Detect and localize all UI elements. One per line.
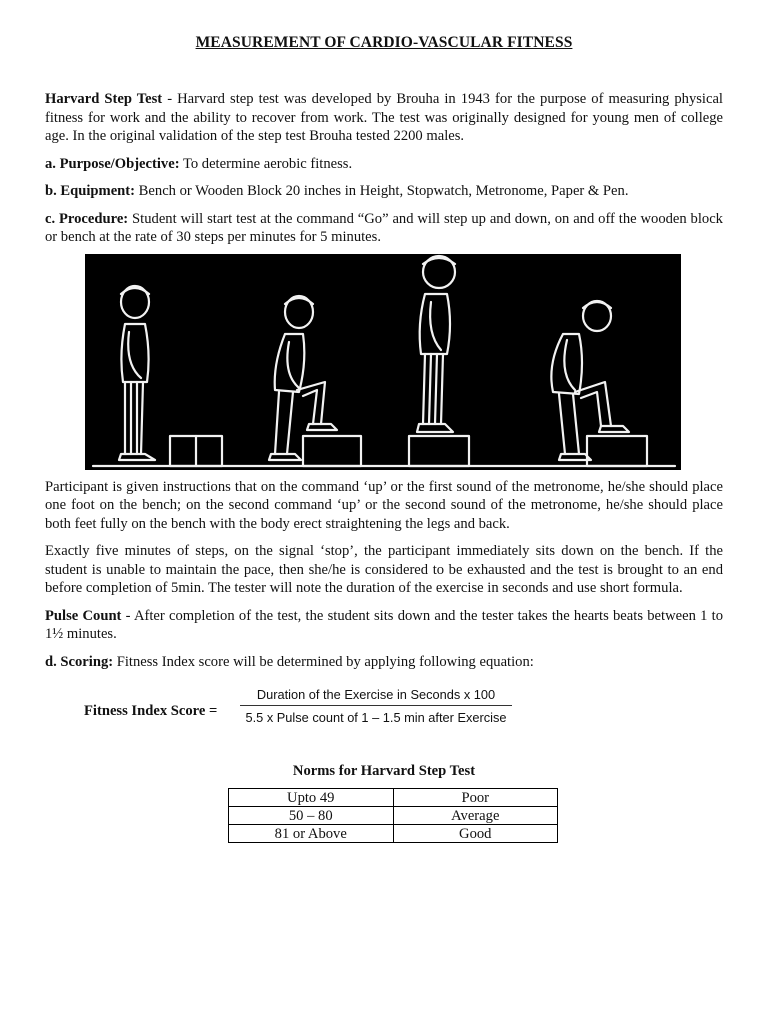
purpose-paragraph — [45, 155, 723, 174]
pulse-label: Pulse Count — [45, 607, 122, 624]
norms-table — [228, 788, 558, 843]
scoring-label: d. Scoring: — [45, 653, 114, 670]
formula-label: Fitness Index Score = — [84, 703, 218, 719]
intro-paragraph — [45, 90, 723, 146]
procedure-paragraph — [45, 210, 723, 247]
table-row — [229, 825, 558, 843]
fitness-index-formula — [45, 687, 723, 735]
purpose-text: To determine aerobic fitness. — [179, 155, 353, 172]
procedure-label: c. Procedure: — [45, 210, 129, 227]
procedure-text: Student will start test at the command “Go” and will step up and down, on and off the wooden block or bench at the rate of 30 steps per minutes for 5 minutes. — [45, 210, 723, 245]
norm-rating: Good — [393, 825, 558, 843]
norms-title: Norms for Harvard Step Test — [292, 763, 476, 779]
norm-range: 81 or Above — [229, 825, 394, 843]
scoring-text: Fitness Index score will be determined by applying following equation: — [113, 653, 534, 670]
equipment-paragraph — [45, 182, 723, 201]
equipment-label: b. Equipment: — [45, 183, 136, 199]
step-test-illustration-icon — [85, 254, 681, 470]
step-test-figure — [85, 254, 681, 470]
intro-heading: Harvard Step Test — [45, 91, 163, 107]
table-row — [229, 789, 558, 807]
page-title: MEASUREMENT OF CARDIO-VASCULAR FITNESS — [195, 34, 573, 51]
fraction-bar — [240, 705, 512, 706]
formula-denominator: 5.5 x Pulse count of 1 – 1.5 min after Exercise — [245, 710, 507, 725]
pulse-text: - After completion of the test, the student sits down and the tester takes the hearts beats between 1 to 1½ minutes. — [45, 607, 723, 642]
scoring-paragraph — [45, 653, 723, 672]
purpose-label: a. Purpose/Objective: — [45, 155, 180, 172]
formula-fraction — [240, 687, 512, 725]
intro-text: - Harvard step test was developed by Brouha in 1943 for the purpose of measuring physical fitness for work and the ability to recover from work. The test was originally designed for young men of college age. In the original validation of the step test Brouha tested 2200 males. — [45, 91, 723, 144]
norm-rating: Poor — [393, 789, 558, 807]
equipment-text: Bench or Wooden Block 20 inches in Height, Stopwatch, Metronome, Paper & Pen. — [135, 183, 629, 199]
norm-rating: Average — [393, 807, 558, 825]
instructions-paragraph: Participant is given instructions that on the command ‘up’ or the first sound of the metronome, he/she should place one foot on the bench; on the second command ‘up’ or the second sound of the metronome, he/she should place both feet fully on the bench with the body erect straightening the legs and back. — [45, 478, 723, 532]
document-page — [45, 34, 723, 843]
norm-range: 50 – 80 — [229, 807, 394, 825]
duration-paragraph: Exactly five minutes of steps, on the signal ‘stop’, the participant immediately sits down on the bench. If the student is unable to maintain the pace, then she/he is considered to be exhausted and the test is brought to an end before completion of 5min. The tester will note the duration of the exercise in seconds and use short formula. — [45, 543, 723, 596]
formula-numerator: Duration of the Exercise in Seconds x 100 — [256, 687, 496, 702]
pulse-paragraph — [45, 607, 723, 644]
table-row — [229, 807, 558, 825]
norm-range: Upto 49 — [229, 789, 394, 807]
